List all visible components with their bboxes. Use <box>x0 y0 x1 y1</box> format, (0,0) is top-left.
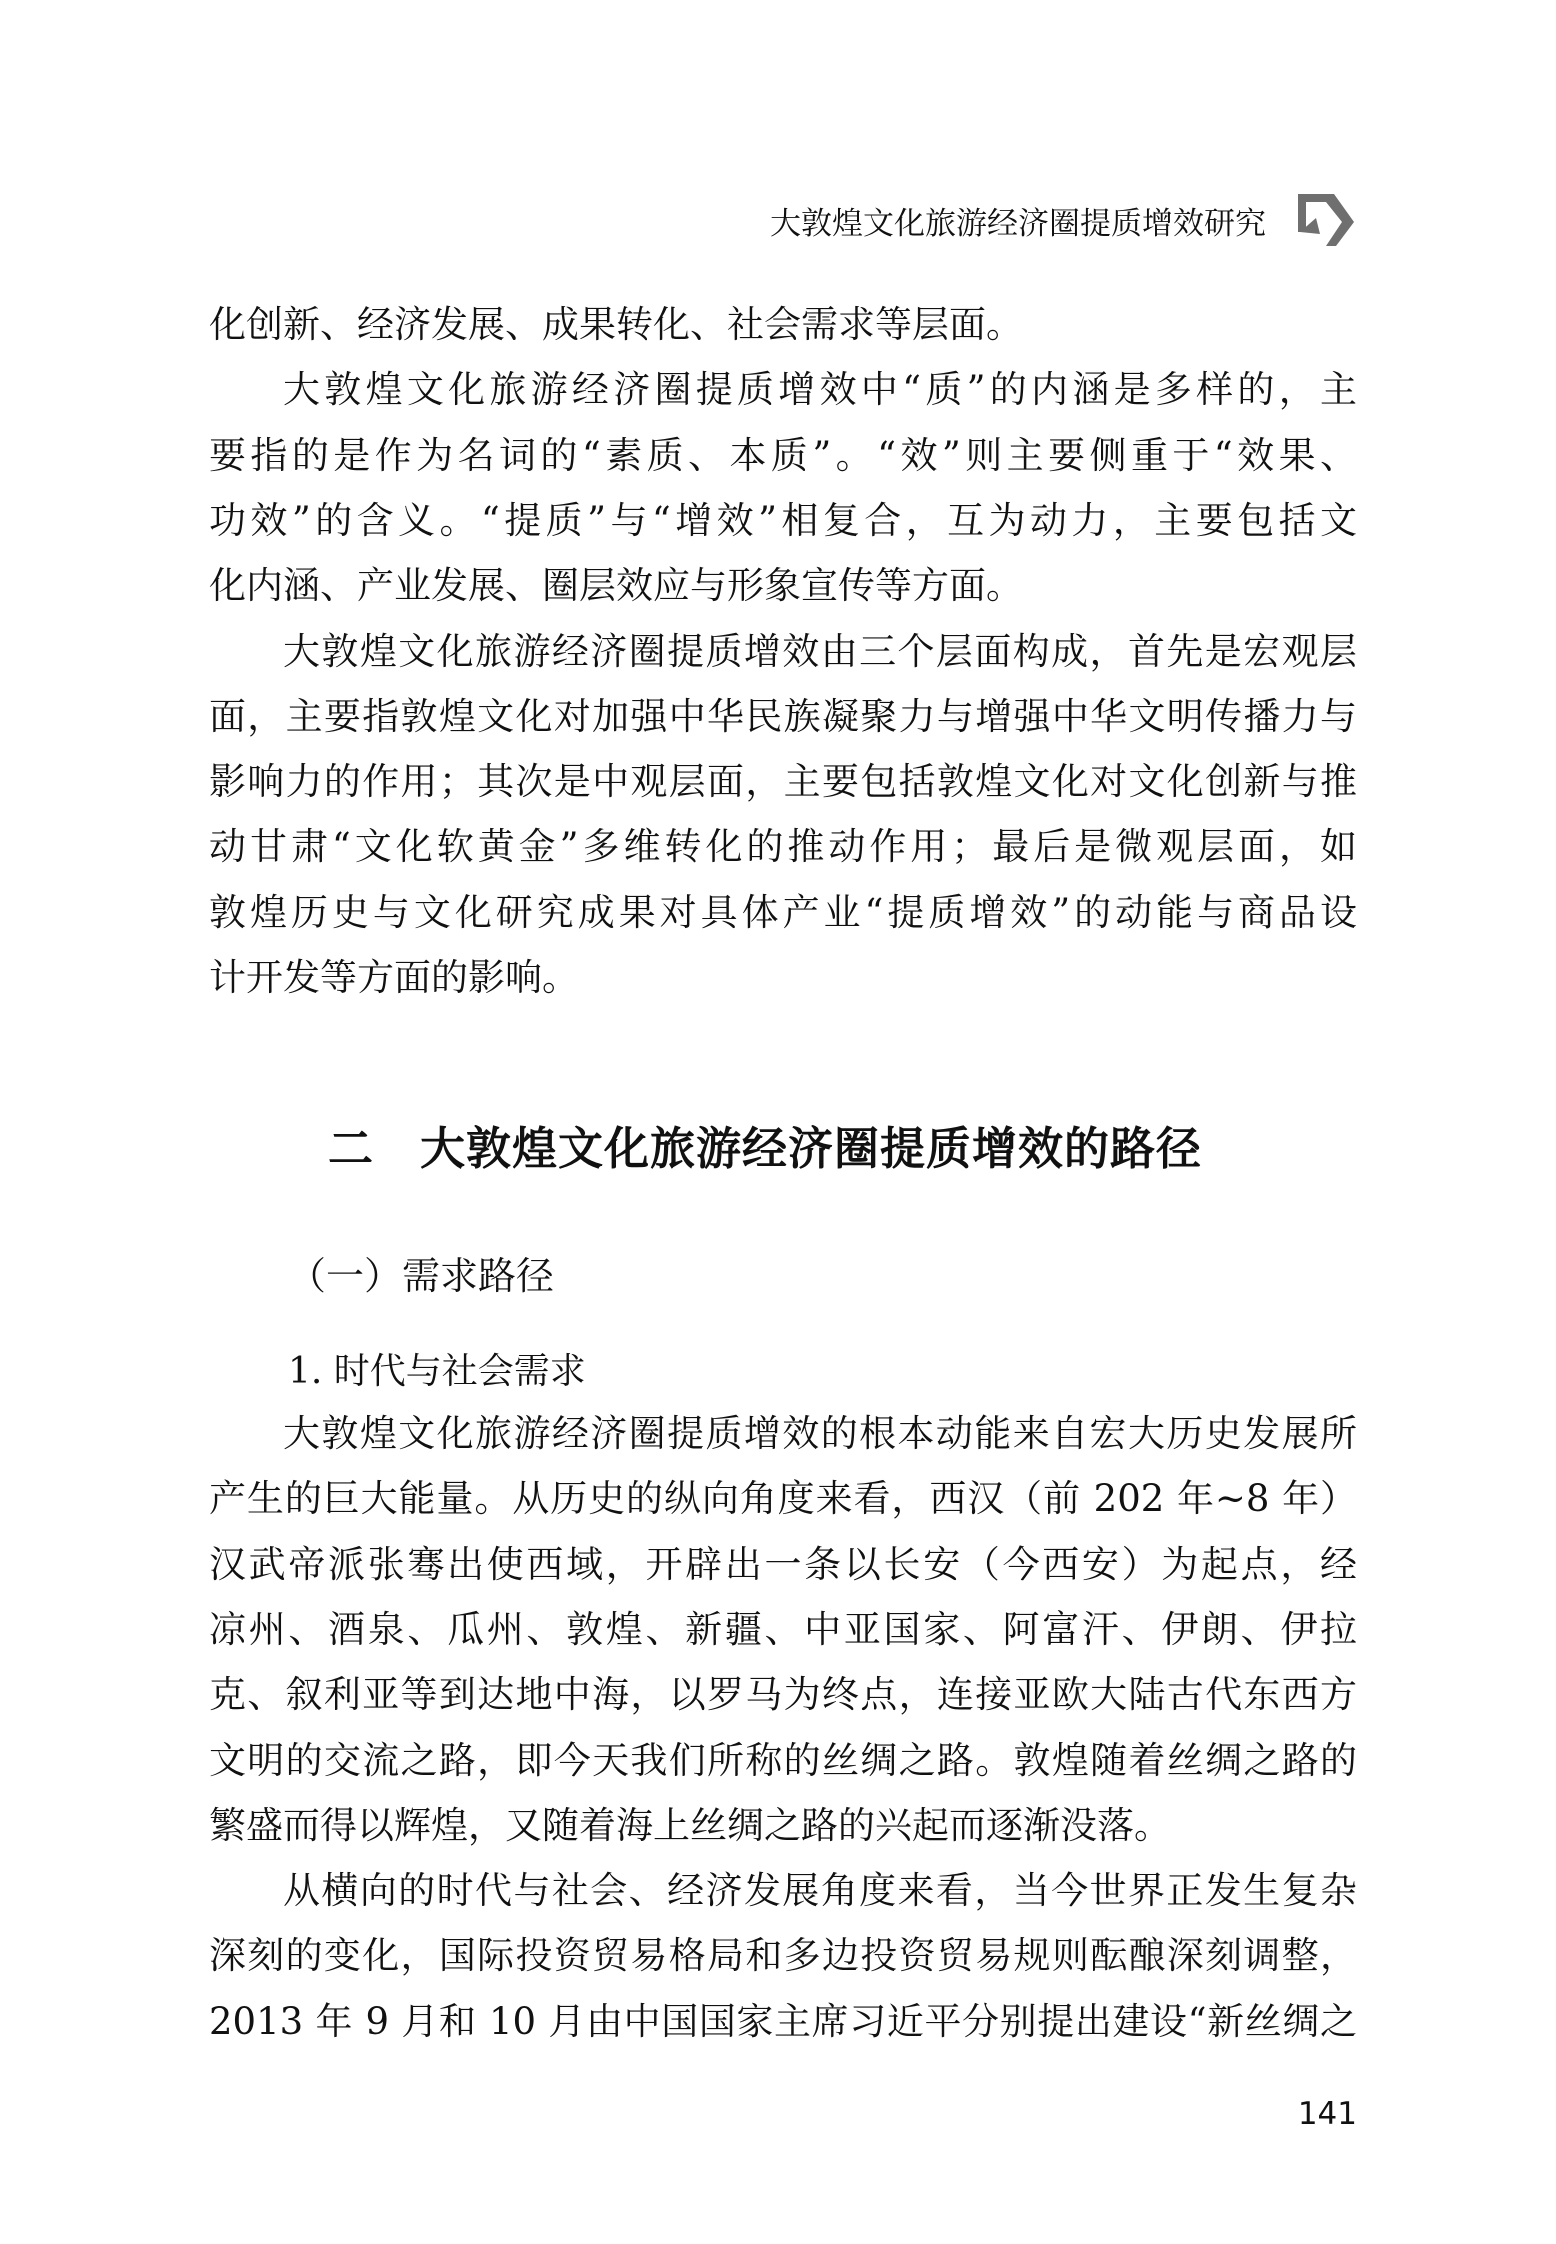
text-line: 动甘肃“文化软黄金”多维转化的推动作用；最后是微观层面，如 <box>209 825 1357 869</box>
subsubsection-heading: 1. 时代与社会需求 <box>288 1351 586 1392</box>
text-line: 文明的交流之路，即今天我们所称的丝绸之路。敦煌随着丝绸之路的 <box>209 1738 1357 1782</box>
text-line: 影响力的作用；其次是中观层面，主要包括敦煌文化对文化创新与推 <box>209 760 1357 804</box>
text-line: 化内涵、产业发展、圈层效应与形象宣传等方面。 <box>209 564 1023 608</box>
text-line: 敦煌历史与文化研究成果对具体产业“提质增效”的动能与商品设 <box>209 890 1357 934</box>
text-line: 从横向的时代与社会、经济发展角度来看，当今世界正发生复杂 <box>283 1869 1357 1913</box>
running-header: 大敦煌文化旅游经济圈提质增效研究 <box>770 206 1266 242</box>
text-line: 面，主要指敦煌文化对加强中华民族凝聚力与增强中华文明传播力与 <box>209 694 1357 738</box>
text-line: 深刻的变化，国际投资贸易格局和多边投资贸易规则酝酿深刻调整， <box>209 1934 1357 1978</box>
text-line: 大敦煌文化旅游经济圈提质增效中“质”的内涵是多样的，主 <box>283 368 1357 412</box>
chapter-arrow-icon <box>1296 192 1358 248</box>
subsection-heading: （一）需求路径 <box>288 1254 555 1298</box>
text-line: 凉州、酒泉、瓜州、敦煌、新疆、中亚国家、阿富汗、伊朗、伊拉 <box>209 1607 1357 1651</box>
text-line: 化创新、经济发展、成果转化、社会需求等层面。 <box>209 303 1023 346</box>
text-line: 产生的巨大能量。从历史的纵向角度来看，西汉（前 202 年~8 年） <box>209 1477 1357 1521</box>
text-line: 功效”的含义。“提质”与“增效”相复合，互为动力，主要包括文 <box>209 498 1357 542</box>
text-line: 大敦煌文化旅游经济圈提质增效的根本动能来自宏大历史发展所 <box>283 1412 1357 1455</box>
page-number: 141 <box>1297 2096 1357 2132</box>
text-line: 大敦煌文化旅游经济圈提质增效由三个层面构成，首先是宏观层 <box>283 629 1357 673</box>
text-line: 2013 年 9 月和 10 月由中国国家主席习近平分别提出建设“新丝绸之 <box>209 1999 1357 2043</box>
text-line: 汉武帝派张骞出使西域，开辟出一条以长安（今西安）为起点，经 <box>209 1542 1357 1586</box>
text-line: 要指的是作为名词的“素质、本质”。“效”则主要侧重于“效果、 <box>209 433 1357 477</box>
text-line: 克、叙利亚等到达地中海，以罗马为终点，连接亚欧大陆古代东西方 <box>209 1673 1357 1717</box>
text-line: 计开发等方面的影响。 <box>209 956 579 999</box>
section-heading: 二 大敦煌文化旅游经济圈提质增效的路径 <box>328 1122 1203 1175</box>
text-line: 繁盛而得以辉煌，又随着海上丝绸之路的兴起而逐渐没落。 <box>209 1803 1171 1847</box>
